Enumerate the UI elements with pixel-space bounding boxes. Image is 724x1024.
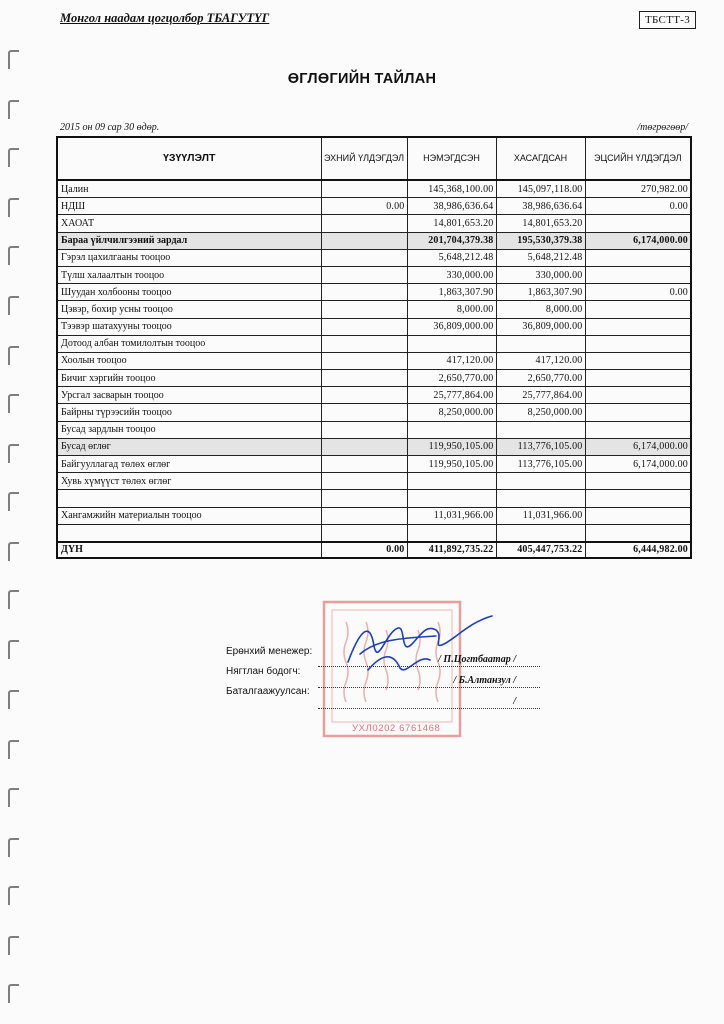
table-row <box>57 438 691 455</box>
table-row <box>57 507 691 524</box>
table-row <box>57 232 691 249</box>
row-opening <box>321 421 407 438</box>
row-closing <box>585 318 691 335</box>
table-row <box>57 318 691 335</box>
row-closing: 6,174,000.00 <box>585 456 691 473</box>
total-deducted: 405,447,753.22 <box>496 542 585 558</box>
row-added: 8,000.00 <box>407 301 496 318</box>
signature-lines <box>318 646 540 709</box>
table-row <box>57 370 691 387</box>
total-row <box>57 542 691 558</box>
row-label: Байрны түрээсийн тооцоо <box>57 404 321 421</box>
row-added <box>407 421 496 438</box>
role-general-manager: Ерөнхий менежер: <box>226 646 313 657</box>
row-added: 417,120.00 <box>407 352 496 369</box>
row-added <box>407 473 496 490</box>
row-deducted: 113,776,105.00 <box>496 456 585 473</box>
table-row <box>57 249 691 266</box>
row-closing <box>585 507 691 524</box>
row-label: НДШ <box>57 198 321 215</box>
row-deducted <box>496 335 585 352</box>
row-label: Тээвэр шатахууны тооцоо <box>57 318 321 335</box>
row-closing <box>585 249 691 266</box>
table-row <box>57 301 691 318</box>
row-opening <box>321 249 407 266</box>
row-opening <box>321 284 407 301</box>
table-row <box>57 490 691 507</box>
row-label: Гэрэл цахилгааны тооцоо <box>57 249 321 266</box>
report-date: 2015 он 09 сар 30 өдөр. <box>60 122 160 133</box>
row-added: 14,801,653.20 <box>407 215 496 232</box>
row-closing: 0.00 <box>585 284 691 301</box>
table-row <box>57 198 691 215</box>
total-opening: 0.00 <box>321 542 407 558</box>
row-deducted: 5,648,212.48 <box>496 249 585 266</box>
row-label: Байгууллагад төлөх өглөг <box>57 456 321 473</box>
row-closing: 270,982.00 <box>585 180 691 198</box>
row-label: Хоолын тооцоо <box>57 352 321 369</box>
row-closing <box>585 266 691 283</box>
signature-roles <box>226 646 312 706</box>
column-header-opening: ЭХНИЙ ҮЛДЭГДЭЛ <box>321 137 407 180</box>
row-added: 11,031,966.00 <box>407 507 496 524</box>
row-closing <box>585 335 691 352</box>
row-closing <box>585 404 691 421</box>
signer-name-verifier: / <box>513 696 516 707</box>
row-added: 201,704,379.38 <box>407 232 496 249</box>
table-row <box>57 404 691 421</box>
row-opening <box>321 370 407 387</box>
row-deducted: 417,120.00 <box>496 352 585 369</box>
row-closing <box>585 490 691 507</box>
row-label: Бараа үйлчилгээний зардал <box>57 232 321 249</box>
row-added <box>407 490 496 507</box>
row-opening <box>321 266 407 283</box>
row-deducted <box>496 490 585 507</box>
form-code: ТБСТТ-3 <box>639 11 696 29</box>
row-closing <box>585 387 691 404</box>
row-closing: 0.00 <box>585 198 691 215</box>
row-added: 5,648,212.48 <box>407 249 496 266</box>
row-opening <box>321 232 407 249</box>
row-deducted: 14,801,653.20 <box>496 215 585 232</box>
signature-line-verifier <box>318 688 540 709</box>
row-deducted: 1,863,307.90 <box>496 284 585 301</box>
report-title: ӨГЛӨГИЙН ТАЙЛАН <box>287 71 437 87</box>
row-label: Хувь хүмүүст төлөх өглөг <box>57 473 321 490</box>
row-deducted: 11,031,966.00 <box>496 507 585 524</box>
table-header-row <box>57 137 691 180</box>
row-closing <box>585 215 691 232</box>
row-deducted: 36,809,000.00 <box>496 318 585 335</box>
table-body <box>57 180 691 542</box>
row-label: Бусад зардлын тооцоо <box>57 421 321 438</box>
row-label: Бусад өглөг <box>57 438 321 455</box>
row-label: Түлш халаалтын тооцоо <box>57 266 321 283</box>
row-opening <box>321 524 407 542</box>
row-added: 36,809,000.00 <box>407 318 496 335</box>
row-added: 145,368,100.00 <box>407 180 496 198</box>
table-row <box>57 180 691 198</box>
table-row <box>57 266 691 283</box>
table-row <box>57 387 691 404</box>
row-label: Дотоод албан томилолтын тооцоо <box>57 335 321 352</box>
row-opening <box>321 438 407 455</box>
row-added: 1,863,307.90 <box>407 284 496 301</box>
row-deducted: 2,650,770.00 <box>496 370 585 387</box>
table-row <box>57 473 691 490</box>
row-closing <box>585 301 691 318</box>
row-closing <box>585 370 691 387</box>
table-row <box>57 284 691 301</box>
table-row <box>57 335 691 352</box>
signature-line-accountant <box>318 667 540 688</box>
row-label: Цалин <box>57 180 321 198</box>
organization-name: Монгол наадам цогцолбор ТБАГУТҮГ <box>60 11 270 25</box>
signer-name-accountant: / Б.Алтанзул / <box>453 675 516 686</box>
row-closing: 6,174,000.00 <box>585 438 691 455</box>
binder-holes <box>0 0 26 1024</box>
row-opening <box>321 456 407 473</box>
column-header-closing: ЭЦСИЙН ҮЛДЭГДЭЛ <box>585 137 691 180</box>
signer-name-manager: / П.Цогтбаатар / <box>438 654 516 665</box>
row-added: 119,950,105.00 <box>407 456 496 473</box>
row-opening <box>321 490 407 507</box>
row-label: Урсгал засварын тооцоо <box>57 387 321 404</box>
row-deducted: 330,000.00 <box>496 266 585 283</box>
table-row <box>57 524 691 542</box>
signature-line-manager <box>318 646 540 667</box>
row-added <box>407 335 496 352</box>
row-label: Хангамжийн материалын тооцоо <box>57 507 321 524</box>
row-opening <box>321 387 407 404</box>
row-deducted: 25,777,864.00 <box>496 387 585 404</box>
table-row <box>57 352 691 369</box>
row-label: Цэвэр, бохир усны тооцоо <box>57 301 321 318</box>
row-deducted: 8,000.00 <box>496 301 585 318</box>
total-closing: 6,444,982.00 <box>585 542 691 558</box>
row-closing: 6,174,000.00 <box>585 232 691 249</box>
table-row <box>57 456 691 473</box>
row-opening <box>321 352 407 369</box>
row-label: ХАОАТ <box>57 215 321 232</box>
row-added: 8,250,000.00 <box>407 404 496 421</box>
row-deducted: 8,250,000.00 <box>496 404 585 421</box>
row-deducted: 145,097,118.00 <box>496 180 585 198</box>
row-opening <box>321 507 407 524</box>
total-label: ДҮН <box>57 542 321 558</box>
table-row <box>57 421 691 438</box>
row-added: 119,950,105.00 <box>407 438 496 455</box>
row-added <box>407 524 496 542</box>
row-opening <box>321 301 407 318</box>
row-closing <box>585 524 691 542</box>
currency-unit: /төгрөгөөр/ <box>637 122 688 133</box>
row-deducted: 113,776,105.00 <box>496 438 585 455</box>
column-header-added: НЭМЭГДСЭН <box>407 137 496 180</box>
row-deducted <box>496 421 585 438</box>
row-closing <box>585 352 691 369</box>
row-closing <box>585 473 691 490</box>
row-deducted: 195,530,379.38 <box>496 232 585 249</box>
row-label: Бичиг хэргийн тооцоо <box>57 370 321 387</box>
row-label: Шуудан холбооны тооцоо <box>57 284 321 301</box>
row-closing <box>585 421 691 438</box>
row-added: 25,777,864.00 <box>407 387 496 404</box>
role-accountant: Нягтлан бодогч: <box>226 666 301 677</box>
row-opening <box>321 335 407 352</box>
row-added: 38,986,636.64 <box>407 198 496 215</box>
row-deducted <box>496 524 585 542</box>
row-added: 2,650,770.00 <box>407 370 496 387</box>
row-opening <box>321 215 407 232</box>
row-label <box>57 524 321 542</box>
row-deducted <box>496 473 585 490</box>
row-opening <box>321 318 407 335</box>
column-header-deducted: ХАСАГДСАН <box>496 137 585 180</box>
row-opening: 0.00 <box>321 198 407 215</box>
column-header-indicator: ҮЗҮҮЛЭЛТ <box>57 137 321 180</box>
payables-table <box>56 136 692 559</box>
row-label <box>57 490 321 507</box>
table-row <box>57 215 691 232</box>
row-added: 330,000.00 <box>407 266 496 283</box>
total-added: 411,892,735.22 <box>407 542 496 558</box>
row-opening <box>321 404 407 421</box>
row-opening <box>321 473 407 490</box>
stamp-code: УХЛ0202 6761468 <box>352 723 441 734</box>
row-deducted: 38,986,636.64 <box>496 198 585 215</box>
role-verified-by: Баталгаажуулсан: <box>226 686 310 697</box>
row-opening <box>321 180 407 198</box>
